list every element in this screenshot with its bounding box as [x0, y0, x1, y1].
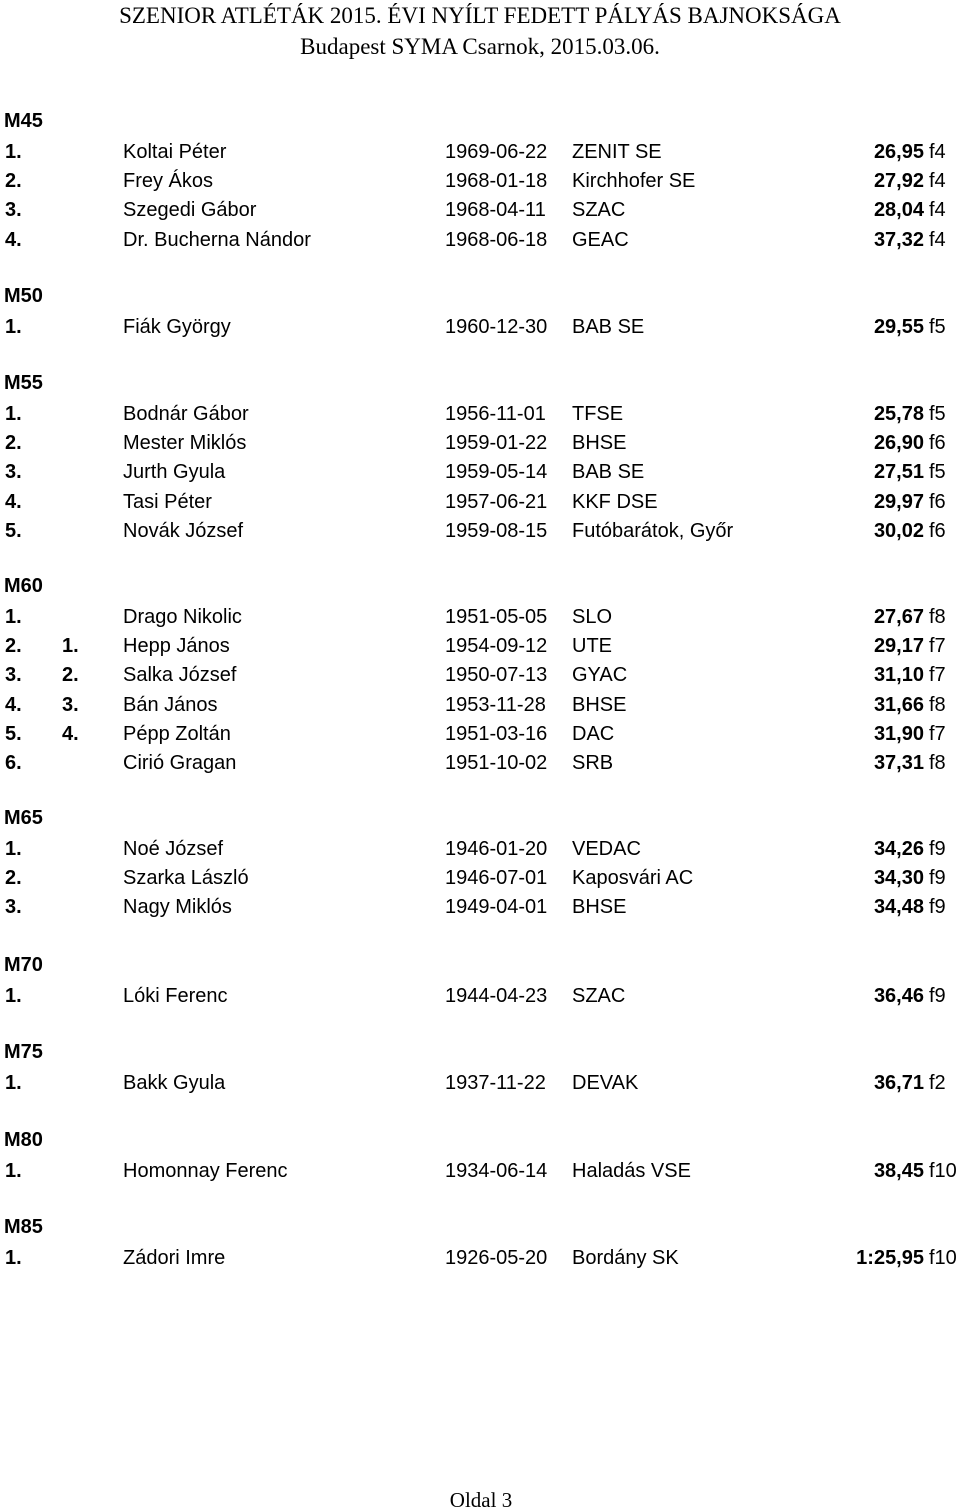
result-name: Frey Ákos [123, 170, 214, 192]
result-place: 1. [5, 838, 22, 860]
result-club: KKF DSE [572, 491, 658, 513]
result-name: Szarka László [123, 867, 249, 889]
result-time: 31,90 [873, 723, 924, 745]
result-place: 2. [5, 432, 22, 454]
result-time: 1:25,95 [856, 1247, 924, 1269]
result-time: 26,90 [873, 432, 924, 454]
result-place: 1. [5, 403, 22, 425]
result-date: 1954-09-12 [445, 635, 548, 657]
result-row [0, 198, 960, 222]
result-heat: f7 [929, 723, 946, 745]
result-time: 34,48 [873, 896, 924, 918]
result-place: 5. [5, 520, 22, 542]
result-row [0, 1159, 960, 1183]
category-heading: M75 [4, 1041, 43, 1063]
result-row [0, 402, 960, 426]
result-name: Pépp Zoltán [123, 723, 231, 745]
result-name: Cirió Gragan [123, 752, 237, 774]
result-place: 2. [5, 170, 22, 192]
result-row [0, 663, 960, 687]
result-heat: f2 [929, 1072, 946, 1094]
result-place: 1. [5, 1160, 22, 1182]
result-name: Szegedi Gábor [123, 199, 257, 221]
result-club: SLO [572, 606, 613, 628]
result-row [0, 866, 960, 890]
result-time: 37,31 [873, 752, 924, 774]
result-name: Novák József [123, 520, 244, 542]
page-number: Oldal 3 [449, 1488, 513, 1512]
result-sub: 2. [62, 664, 79, 686]
result-date: 1937-11-22 [445, 1072, 546, 1094]
result-place: 3. [5, 896, 22, 918]
result-row [0, 605, 960, 629]
result-club: DAC [572, 723, 615, 745]
result-sub: 4. [62, 723, 79, 745]
result-row [0, 315, 960, 339]
result-place: 4. [5, 491, 22, 513]
result-time: 37,32 [873, 229, 924, 251]
result-place: 1. [5, 606, 22, 628]
result-club: BHSE [572, 432, 627, 454]
result-heat: f6 [929, 432, 946, 454]
result-time: 34,30 [873, 867, 924, 889]
result-time: 38,45 [873, 1160, 924, 1182]
result-heat: f10 [929, 1247, 957, 1269]
result-club: VEDAC [572, 838, 641, 860]
result-row [0, 751, 960, 775]
result-club: TFSE [572, 403, 624, 425]
result-name: Lóki Ferenc [123, 985, 228, 1007]
result-row [0, 837, 960, 861]
result-row [0, 431, 960, 455]
result-place: 1. [5, 1072, 22, 1094]
result-club: ZENIT SE [572, 141, 662, 163]
result-heat: f6 [929, 491, 946, 513]
result-name: Fiák György [123, 316, 231, 338]
result-heat: f8 [929, 752, 946, 774]
category-heading: M45 [4, 110, 43, 132]
result-place: 4. [5, 694, 22, 716]
result-sub: 1. [62, 635, 79, 657]
result-date: 1951-10-02 [445, 752, 548, 774]
result-date: 1956-11-01 [445, 403, 546, 425]
result-heat: f8 [929, 694, 946, 716]
result-heat: f5 [929, 461, 946, 483]
result-place: 3. [5, 199, 22, 221]
result-date: 1951-05-05 [445, 606, 548, 628]
result-time: 29,97 [873, 491, 924, 513]
result-name: Bakk Gyula [123, 1072, 226, 1094]
result-time: 31,10 [873, 664, 924, 686]
result-place: 1. [5, 1247, 22, 1269]
result-heat: f9 [929, 985, 946, 1007]
result-club: SRB [572, 752, 614, 774]
result-heat: f10 [929, 1160, 957, 1182]
result-date: 1968-06-18 [445, 229, 548, 251]
document-title: SZENIOR ATLÉTÁK 2015. ÉVI NYÍLT FEDETT PÁLYÁS BAJNOKSÁGA [119, 3, 841, 28]
result-row [0, 1246, 960, 1270]
result-row [0, 722, 960, 746]
result-club: Haladás VSE [572, 1160, 691, 1182]
result-club: BHSE [572, 694, 627, 716]
result-time: 36,71 [873, 1072, 924, 1094]
result-row [0, 460, 960, 484]
result-date: 1949-04-01 [445, 896, 548, 918]
result-club: SZAC [572, 199, 626, 221]
result-date: 1957-06-21 [445, 491, 548, 513]
result-date: 1968-04-11 [445, 199, 546, 221]
category-heading: M55 [4, 372, 43, 394]
result-heat: f6 [929, 520, 946, 542]
result-place: 3. [5, 461, 22, 483]
result-club: GEAC [572, 229, 629, 251]
result-name: Bodnár Gábor [123, 403, 249, 425]
result-row [0, 228, 960, 252]
result-date: 1959-01-22 [445, 432, 548, 454]
result-date: 1968-01-18 [445, 170, 548, 192]
result-name: Mester Miklós [123, 432, 247, 454]
result-time: 27,92 [873, 170, 924, 192]
result-heat: f8 [929, 606, 946, 628]
result-heat: f5 [929, 316, 946, 338]
result-row [0, 1071, 960, 1095]
result-row [0, 895, 960, 919]
result-row [0, 634, 960, 658]
result-date: 1946-07-01 [445, 867, 548, 889]
result-time: 30,02 [873, 520, 924, 542]
result-heat: f7 [929, 664, 946, 686]
category-heading: M60 [4, 575, 43, 597]
result-heat: f7 [929, 635, 946, 657]
result-sub: 3. [62, 694, 79, 716]
result-place: 1. [5, 985, 22, 1007]
result-heat: f9 [929, 838, 946, 860]
result-club: BAB SE [572, 461, 645, 483]
result-date: 1944-04-23 [445, 985, 548, 1007]
result-time: 27,67 [873, 606, 924, 628]
result-row [0, 519, 960, 543]
result-date: 1934-06-14 [445, 1160, 548, 1182]
result-club: Bordány SK [572, 1247, 679, 1269]
result-row [0, 984, 960, 1008]
result-time: 31,66 [873, 694, 924, 716]
result-place: 1. [5, 316, 22, 338]
result-time: 36,46 [873, 985, 924, 1007]
result-row [0, 169, 960, 193]
result-club: BHSE [572, 896, 627, 918]
category-heading: M50 [4, 285, 43, 307]
result-club: SZAC [572, 985, 626, 1007]
result-place: 6. [5, 752, 22, 774]
result-name: Homonnay Ferenc [123, 1160, 288, 1182]
category-heading: M65 [4, 807, 43, 829]
result-heat: f4 [929, 170, 946, 192]
result-row [0, 693, 960, 717]
result-name: Salka József [123, 664, 237, 686]
result-club: DEVAK [572, 1072, 639, 1094]
result-place: 2. [5, 867, 22, 889]
result-heat: f4 [929, 229, 946, 251]
result-name: Bán János [123, 694, 218, 716]
result-time: 25,78 [873, 403, 924, 425]
category-heading: M85 [4, 1216, 43, 1238]
result-heat: f5 [929, 403, 946, 425]
result-time: 28,04 [873, 199, 924, 221]
result-name: Drago Nikolic [123, 606, 242, 628]
result-time: 29,55 [873, 316, 924, 338]
result-date: 1969-06-22 [445, 141, 548, 163]
result-heat: f9 [929, 867, 946, 889]
result-club: BAB SE [572, 316, 645, 338]
result-date: 1946-01-20 [445, 838, 548, 860]
result-date: 1926-05-20 [445, 1247, 548, 1269]
result-time: 34,26 [873, 838, 924, 860]
document-subtitle: Budapest SYMA Csarnok, 2015.03.06. [300, 34, 660, 59]
result-club: Kirchhofer SE [572, 170, 696, 192]
result-time: 29,17 [873, 635, 924, 657]
result-club: Futóbarátok, Győr [572, 520, 734, 542]
result-place: 2. [5, 635, 22, 657]
result-name: Koltai Péter [123, 141, 227, 163]
result-date: 1950-07-13 [445, 664, 548, 686]
category-heading: M70 [4, 954, 43, 976]
result-name: Dr. Bucherna Nándor [123, 229, 311, 251]
result-time: 27,51 [873, 461, 924, 483]
result-club: UTE [572, 635, 612, 657]
result-name: Noé József [123, 838, 224, 860]
result-date: 1959-05-14 [445, 461, 548, 483]
result-name: Hepp János [123, 635, 230, 657]
result-heat: f9 [929, 896, 946, 918]
result-date: 1960-12-30 [445, 316, 548, 338]
result-name: Tasi Péter [123, 491, 212, 513]
result-row [0, 490, 960, 514]
result-time: 26,95 [873, 141, 924, 163]
category-heading: M80 [4, 1129, 43, 1151]
result-heat: f4 [929, 141, 946, 163]
result-date: 1959-08-15 [445, 520, 548, 542]
result-club: Kaposvári AC [572, 867, 694, 889]
result-heat: f4 [929, 199, 946, 221]
result-place: 3. [5, 664, 22, 686]
result-place: 4. [5, 229, 22, 251]
result-name: Jurth Gyula [123, 461, 226, 483]
result-date: 1951-03-16 [445, 723, 548, 745]
result-name: Zádori Imre [123, 1247, 226, 1269]
result-row [0, 140, 960, 164]
result-place: 1. [5, 141, 22, 163]
result-date: 1953-11-28 [445, 694, 546, 716]
result-club: GYAC [572, 664, 628, 686]
result-place: 5. [5, 723, 22, 745]
result-name: Nagy Miklós [123, 896, 232, 918]
